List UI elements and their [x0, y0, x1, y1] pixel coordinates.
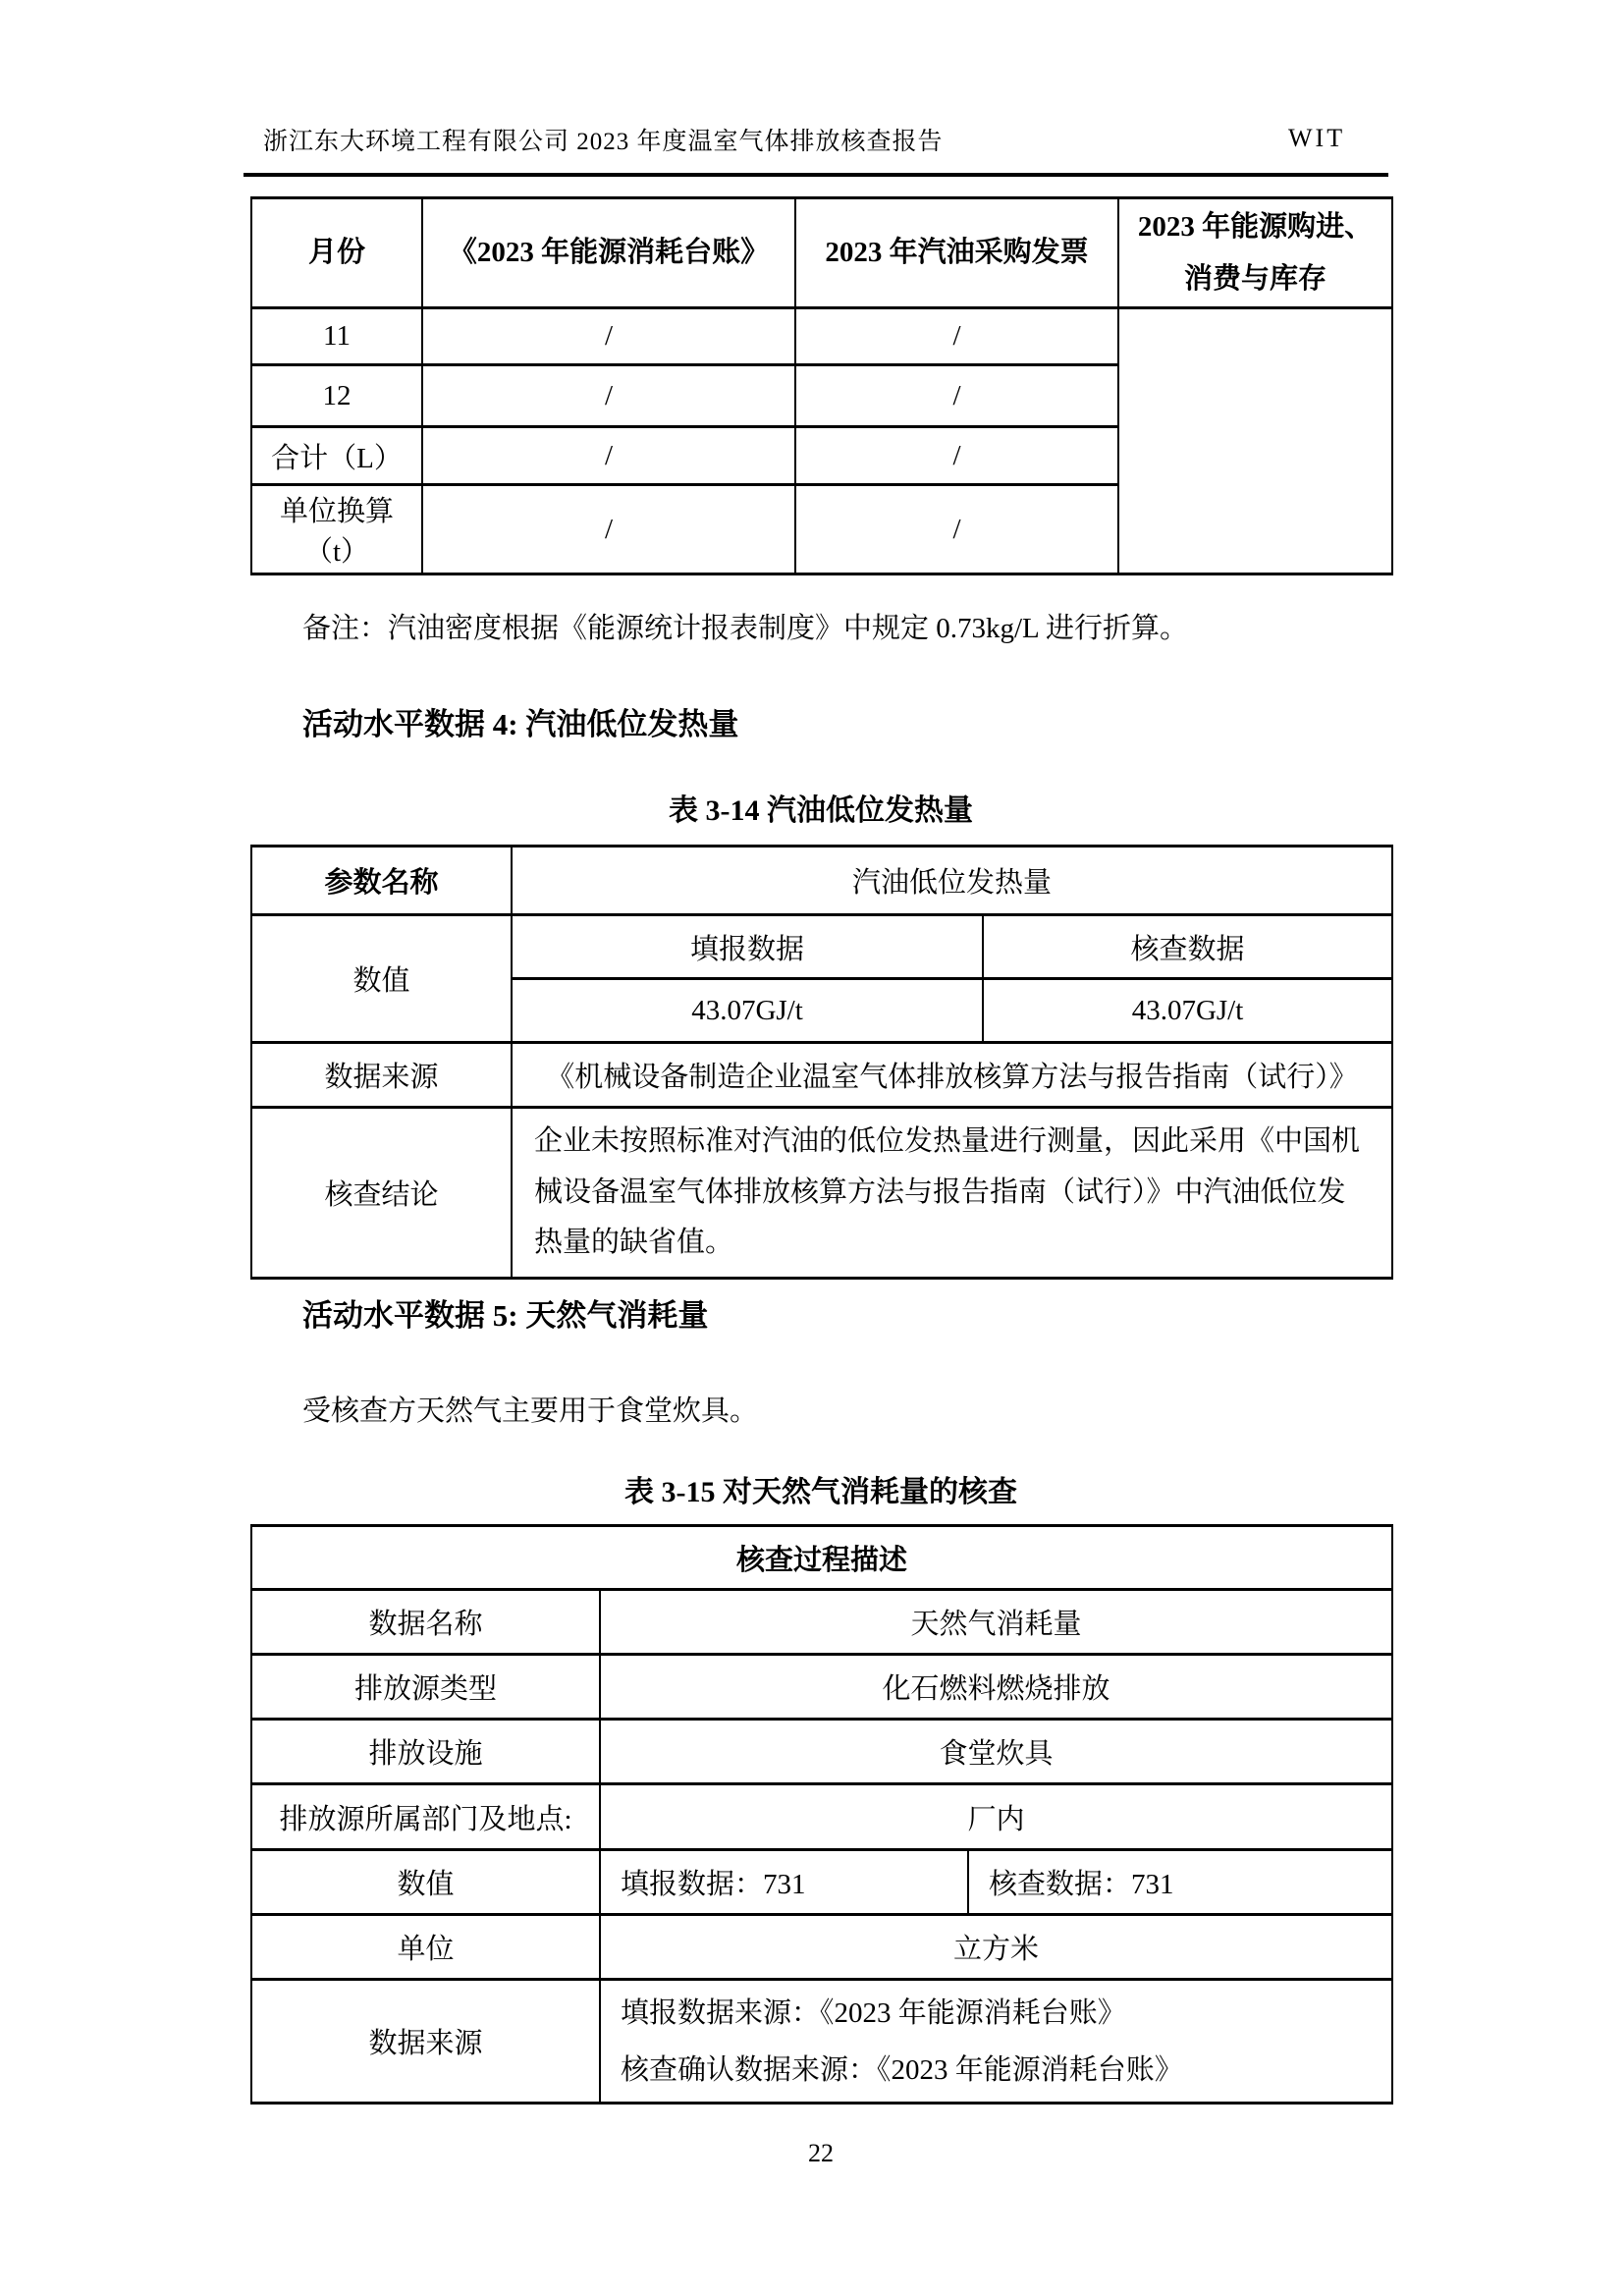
section-heading-activity-data-5: 活动水平数据 5: 天然气消耗量 [302, 1298, 709, 1333]
cell-ledger: / [422, 308, 795, 365]
cell-source-value: 《机械设备制造企业温室气体排放核算方法与报告指南（试行）》 [512, 1043, 1392, 1108]
page-number: 22 [808, 2139, 834, 2167]
table-3-14-title: 表 3-14 汽油低位发热量 [669, 794, 973, 827]
table-row [251, 308, 1392, 365]
page-header-mark: WIT [1288, 124, 1346, 152]
header-rule [244, 173, 1388, 177]
cell-value-label: 数值 [251, 915, 512, 1043]
density-note: 备注：汽油密度根据《能源统计报表制度》中规定 0.73kg/L 进行折算。 [302, 613, 1188, 644]
source-line-verified: 核查确认数据来源：《2023 年能源消耗台账》 [621, 2053, 1183, 2086]
natural-gas-intro: 受核查方天然气主要用于食堂炊具。 [302, 1395, 759, 1427]
cell-value: 厂内 [600, 1784, 1392, 1850]
cell-reported-value: 43.07GJ/t [512, 979, 983, 1043]
cell-ledger: / [422, 427, 795, 485]
cell-verified-value: 43.07GJ/t [983, 979, 1392, 1043]
col-header-ledger: 《2023 年能源消耗台账》 [422, 198, 795, 308]
cell-invoice: / [795, 365, 1118, 427]
table-row [251, 1590, 1392, 1655]
cell-conclusion-label: 核查结论 [251, 1108, 512, 1279]
cell-invoice: / [795, 427, 1118, 485]
cell-source-detail [600, 1980, 1392, 2104]
table-header-row [251, 1526, 1392, 1590]
cell-ledger: / [422, 485, 795, 574]
col-header-purchase-stock: 2023 年能源购进、消费与库存 [1118, 198, 1392, 308]
natural-gas-verification-table [250, 1524, 1393, 2105]
cell-month: 11 [251, 308, 422, 365]
table-row [251, 915, 1392, 979]
cell-reported-header: 填报数据 [512, 915, 983, 979]
cell-unit-label: 单位 [251, 1915, 600, 1980]
cell-unit-value: 立方米 [600, 1915, 1392, 1980]
cell-label: 排放源类型 [251, 1655, 600, 1720]
cell-value: 化石燃料燃烧排放 [600, 1655, 1392, 1720]
table-row [251, 1043, 1392, 1108]
table-row [251, 847, 1392, 915]
table-row [251, 1980, 1392, 2104]
table-row [251, 1108, 1392, 1279]
col-header-invoice: 2023 年汽油采购发票 [795, 198, 1118, 308]
cell-verified-header: 核查数据 [983, 915, 1392, 979]
table-row [251, 1655, 1392, 1720]
cell-value: 天然气消耗量 [600, 1590, 1392, 1655]
cell-param-label: 参数名称 [251, 847, 512, 915]
cell-invoice: / [795, 485, 1118, 574]
cell-verified-value: 核查数据：731 [968, 1850, 1392, 1915]
cell-label: 排放设施 [251, 1720, 600, 1784]
table-row [251, 1720, 1392, 1784]
cell-month: 12 [251, 365, 422, 427]
cell-label: 数据名称 [251, 1590, 600, 1655]
cell-value: 食堂炊具 [600, 1720, 1392, 1784]
cell-conclusion-text: 企业未按照标准对汽油的低位发热量进行测量，因此采用《中国机械设备温室气体排放核算方法与报告指南（试行）》中汽油低位发热量的缺省值。 [512, 1108, 1392, 1279]
cell-merged-empty [1118, 308, 1392, 574]
table-row [251, 1850, 1392, 1915]
cell-invoice: / [795, 308, 1118, 365]
table-3-15-title: 表 3-15 对天然气消耗量的核查 [624, 1476, 1017, 1508]
cell-value-label: 数值 [251, 1850, 600, 1915]
section-heading-activity-data-4: 活动水平数据 4: 汽油低位发热量 [302, 707, 739, 741]
cell-param-value: 汽油低位发热量 [512, 847, 1392, 915]
page-header-title: 浙江东大环境工程有限公司 2023 年度温室气体排放核查报告 [263, 129, 944, 155]
cell-source-label: 数据来源 [251, 1980, 600, 2104]
cell-label: 排放源所属部门及地点: [251, 1784, 600, 1850]
table-row [251, 1915, 1392, 1980]
table-header-row [251, 198, 1392, 308]
cell-ledger: / [422, 365, 795, 427]
cell-month: 合计（L） [251, 427, 422, 485]
cell-reported-value: 填报数据：731 [600, 1850, 968, 1915]
cell-process-header: 核查过程描述 [251, 1526, 1392, 1590]
table-row [251, 1784, 1392, 1850]
gasoline-heating-value-table [250, 845, 1393, 1280]
cell-source-label: 数据来源 [251, 1043, 512, 1108]
gasoline-purchase-table [250, 196, 1393, 575]
col-header-month: 月份 [251, 198, 422, 308]
source-line-reported: 填报数据来源：《2023 年能源消耗台账》 [621, 1996, 1126, 2029]
cell-month: 单位换算（t） [251, 485, 422, 574]
